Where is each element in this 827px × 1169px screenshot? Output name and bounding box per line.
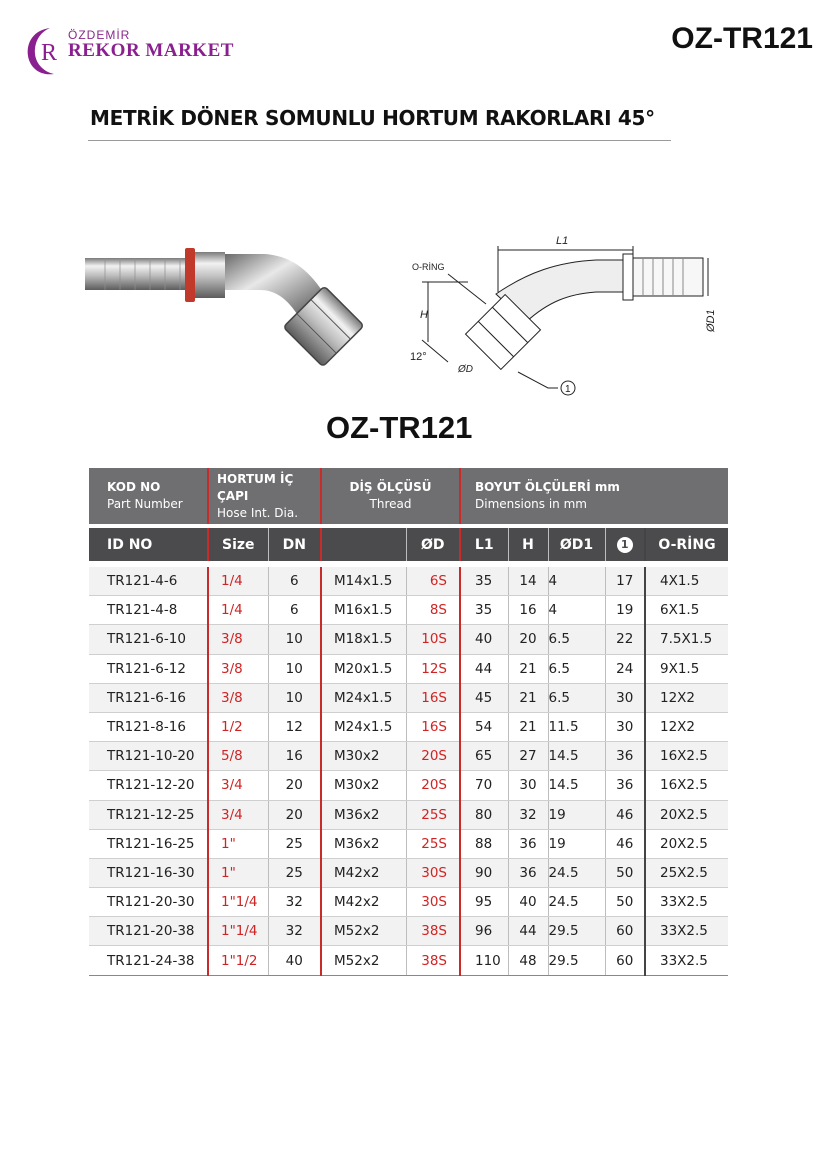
cell-h: 14 [508, 567, 548, 596]
cell-l1: 45 [460, 683, 508, 712]
cell-thread: M42x2 [321, 858, 406, 887]
cell-l1: 40 [460, 625, 508, 654]
cell-oring: 6X1.5 [645, 596, 728, 625]
col-id-no: ID NO [89, 526, 208, 561]
cell-callout: 50 [605, 858, 645, 887]
cell-thread: M14x1.5 [321, 567, 406, 596]
cell-dn: 10 [268, 683, 321, 712]
cell-size: 3/8 [208, 683, 268, 712]
cell-id-no: TR121-16-25 [89, 829, 208, 858]
cell-id-no: TR121-20-38 [89, 917, 208, 946]
callout-number: 1 [565, 384, 571, 395]
hex-callout-icon: 1 [617, 537, 633, 553]
cell-dn: 32 [268, 888, 321, 917]
cell-id-no: TR121-6-12 [89, 654, 208, 683]
brand-logo [24, 24, 244, 80]
col-l1: L1 [460, 526, 508, 561]
cell-dn: 6 [268, 567, 321, 596]
cell-id-no: TR121-24-38 [89, 946, 208, 975]
group-header-thread: DİŞ ÖLÇÜSÜ Thread [321, 468, 460, 526]
cell-od: 8S [406, 596, 460, 625]
product-code-header: OZ-TR121 [671, 22, 813, 55]
cell-id-no: TR121-4-8 [89, 596, 208, 625]
cell-size: 1"1/4 [208, 917, 268, 946]
col-od1: ØD1 [548, 526, 605, 561]
cell-callout: 24 [605, 654, 645, 683]
cell-thread: M52x2 [321, 917, 406, 946]
oring-red [185, 248, 195, 302]
col-callout-1 [605, 526, 645, 561]
col-od: ØD [406, 526, 460, 561]
cell-id-no: TR121-20-30 [89, 888, 208, 917]
cell-od: 20S [406, 742, 460, 771]
cell-oring: 20X2.5 [645, 829, 728, 858]
cell-dn: 20 [268, 771, 321, 800]
cell-size: 1/4 [208, 567, 268, 596]
cell-callout: 36 [605, 771, 645, 800]
cell-size: 3/8 [208, 625, 268, 654]
cell-h: 30 [508, 771, 548, 800]
col-h: H [508, 526, 548, 561]
cell-thread: M30x2 [321, 742, 406, 771]
cell-l1: 96 [460, 917, 508, 946]
cell-dn: 10 [268, 625, 321, 654]
cell-h: 40 [508, 888, 548, 917]
cell-od1: 24.5 [548, 858, 605, 887]
cell-id-no: TR121-12-20 [89, 771, 208, 800]
group-header-part: KOD NO Part Number [89, 468, 208, 526]
cell-size: 1/4 [208, 596, 268, 625]
cell-od: 12S [406, 654, 460, 683]
cell-id-no: TR121-16-30 [89, 858, 208, 887]
cell-od: 30S [406, 888, 460, 917]
col-dn: DN [268, 526, 321, 561]
cell-thread: M20x1.5 [321, 654, 406, 683]
table-row [89, 567, 728, 596]
cell-h: 27 [508, 742, 548, 771]
cell-od1: 4 [548, 596, 605, 625]
cell-dn: 25 [268, 829, 321, 858]
cell-thread: M52x2 [321, 946, 406, 975]
cell-size: 5/8 [208, 742, 268, 771]
table-row [89, 829, 728, 858]
cell-h: 21 [508, 712, 548, 741]
cell-thread: M42x2 [321, 888, 406, 917]
cell-l1: 90 [460, 858, 508, 887]
cell-dn: 12 [268, 712, 321, 741]
cell-oring: 33X2.5 [645, 946, 728, 975]
cell-callout: 46 [605, 829, 645, 858]
dim-d: ØD [458, 364, 473, 375]
cell-dn: 20 [268, 800, 321, 829]
cell-dn: 6 [268, 596, 321, 625]
column-header-row [89, 526, 728, 561]
cell-l1: 35 [460, 567, 508, 596]
cell-id-no: TR121-8-16 [89, 712, 208, 741]
cell-od: 20S [406, 771, 460, 800]
dim-h: H [420, 309, 428, 321]
cell-od: 16S [406, 683, 460, 712]
cell-id-no: TR121-4-6 [89, 567, 208, 596]
cell-od1: 14.5 [548, 771, 605, 800]
table-row [89, 683, 728, 712]
cell-callout: 17 [605, 567, 645, 596]
cell-h: 21 [508, 683, 548, 712]
cell-l1: 80 [460, 800, 508, 829]
cell-dn: 32 [268, 917, 321, 946]
cell-callout: 50 [605, 888, 645, 917]
cell-l1: 65 [460, 742, 508, 771]
cell-dn: 40 [268, 946, 321, 975]
cell-thread: M24x1.5 [321, 712, 406, 741]
cell-callout: 30 [605, 712, 645, 741]
cell-size: 3/8 [208, 654, 268, 683]
cell-oring: 12X2 [645, 683, 728, 712]
cell-od1: 6.5 [548, 625, 605, 654]
cell-callout: 19 [605, 596, 645, 625]
cell-thread: M16x1.5 [321, 596, 406, 625]
cell-od: 38S [406, 917, 460, 946]
cell-thread: M24x1.5 [321, 683, 406, 712]
cell-oring: 12X2 [645, 712, 728, 741]
cell-od1: 24.5 [548, 888, 605, 917]
cell-l1: 70 [460, 771, 508, 800]
cell-od: 25S [406, 829, 460, 858]
cell-h: 20 [508, 625, 548, 654]
cell-od: 38S [406, 946, 460, 975]
cell-od: 16S [406, 712, 460, 741]
cell-l1: 88 [460, 829, 508, 858]
dim-l1: L1 [556, 235, 569, 247]
cell-h: 36 [508, 858, 548, 887]
cell-h: 32 [508, 800, 548, 829]
product-photo [85, 230, 375, 390]
table-row [89, 917, 728, 946]
cell-od: 10S [406, 625, 460, 654]
cell-oring: 7.5X1.5 [645, 625, 728, 654]
svg-text:R: R [41, 40, 58, 66]
cell-size: 3/4 [208, 800, 268, 829]
cell-dn: 25 [268, 858, 321, 887]
cell-l1: 54 [460, 712, 508, 741]
cell-od: 25S [406, 800, 460, 829]
table-row [89, 771, 728, 800]
brand-top-text: ÖZDEMİR [68, 28, 131, 42]
cell-l1: 44 [460, 654, 508, 683]
cell-callout: 36 [605, 742, 645, 771]
table-row [89, 625, 728, 654]
product-code-figure: OZ-TR121 [326, 410, 473, 445]
cell-oring: 9X1.5 [645, 654, 728, 683]
cell-callout: 60 [605, 946, 645, 975]
cell-dn: 10 [268, 654, 321, 683]
cell-od1: 11.5 [548, 712, 605, 741]
cell-thread: M18x1.5 [321, 625, 406, 654]
table-row [89, 858, 728, 887]
col-thread [321, 526, 406, 561]
cell-thread: M36x2 [321, 829, 406, 858]
table-body [89, 567, 728, 975]
cell-od1: 29.5 [548, 917, 605, 946]
cell-h: 16 [508, 596, 548, 625]
cell-l1: 35 [460, 596, 508, 625]
cell-size: 1"1/4 [208, 888, 268, 917]
cell-size: 1"1/2 [208, 946, 268, 975]
cell-l1: 110 [460, 946, 508, 975]
cell-oring: 33X2.5 [645, 888, 728, 917]
cell-od1: 19 [548, 800, 605, 829]
cell-callout: 22 [605, 625, 645, 654]
cell-od1: 14.5 [548, 742, 605, 771]
cell-id-no: TR121-6-16 [89, 683, 208, 712]
cell-l1: 95 [460, 888, 508, 917]
cell-h: 48 [508, 946, 548, 975]
table-row [89, 712, 728, 741]
table-row [89, 596, 728, 625]
cell-oring: 16X2.5 [645, 742, 728, 771]
col-oring: O-RİNG [645, 526, 728, 561]
cell-dn: 16 [268, 742, 321, 771]
cell-callout: 46 [605, 800, 645, 829]
technical-drawing [408, 222, 738, 412]
cell-size: 1" [208, 829, 268, 858]
cell-callout: 30 [605, 683, 645, 712]
cell-size: 1/2 [208, 712, 268, 741]
page-title: METRİK DÖNER SOMUNLU HORTUM RAKORLARI 45° [90, 106, 655, 130]
table-row [89, 946, 728, 975]
table-row [89, 654, 728, 683]
cell-callout: 60 [605, 917, 645, 946]
cell-oring: 25X2.5 [645, 858, 728, 887]
table-row [89, 742, 728, 771]
cell-oring: 20X2.5 [645, 800, 728, 829]
table-row [89, 888, 728, 917]
cell-id-no: TR121-10-20 [89, 742, 208, 771]
cell-od1: 6.5 [548, 654, 605, 683]
cell-size: 3/4 [208, 771, 268, 800]
oring-label: O-RİNG [412, 262, 445, 272]
cell-thread: M30x2 [321, 771, 406, 800]
table-row [89, 800, 728, 829]
cell-h: 36 [508, 829, 548, 858]
dim-d1: ØD1 [705, 309, 717, 332]
cell-h: 21 [508, 654, 548, 683]
group-header-hose: HORTUM İÇ ÇAPI Hose Int. Dia. [208, 468, 321, 526]
cell-od1: 6.5 [548, 683, 605, 712]
spec-table [89, 468, 728, 976]
cell-od: 6S [406, 567, 460, 596]
col-size: Size [208, 526, 268, 561]
title-divider [88, 140, 671, 141]
cell-oring: 33X2.5 [645, 917, 728, 946]
brand-mark-icon [24, 24, 70, 80]
cell-size: 1" [208, 858, 268, 887]
cell-od: 30S [406, 858, 460, 887]
cell-thread: M36x2 [321, 800, 406, 829]
cell-h: 44 [508, 917, 548, 946]
group-header-row [89, 468, 728, 526]
cell-oring: 16X2.5 [645, 771, 728, 800]
cell-od1: 19 [548, 829, 605, 858]
group-header-dimensions: BOYUT ÖLÇÜLERİ mm Dimensions in mm [460, 468, 728, 526]
cell-od1: 29.5 [548, 946, 605, 975]
cell-id-no: TR121-6-10 [89, 625, 208, 654]
cell-od1: 4 [548, 567, 605, 596]
brand-name: REKOR MARKET [68, 40, 234, 61]
dim-angle: 12° [410, 351, 427, 363]
hose-tail [85, 258, 195, 290]
cell-id-no: TR121-12-25 [89, 800, 208, 829]
cell-oring: 4X1.5 [645, 567, 728, 596]
